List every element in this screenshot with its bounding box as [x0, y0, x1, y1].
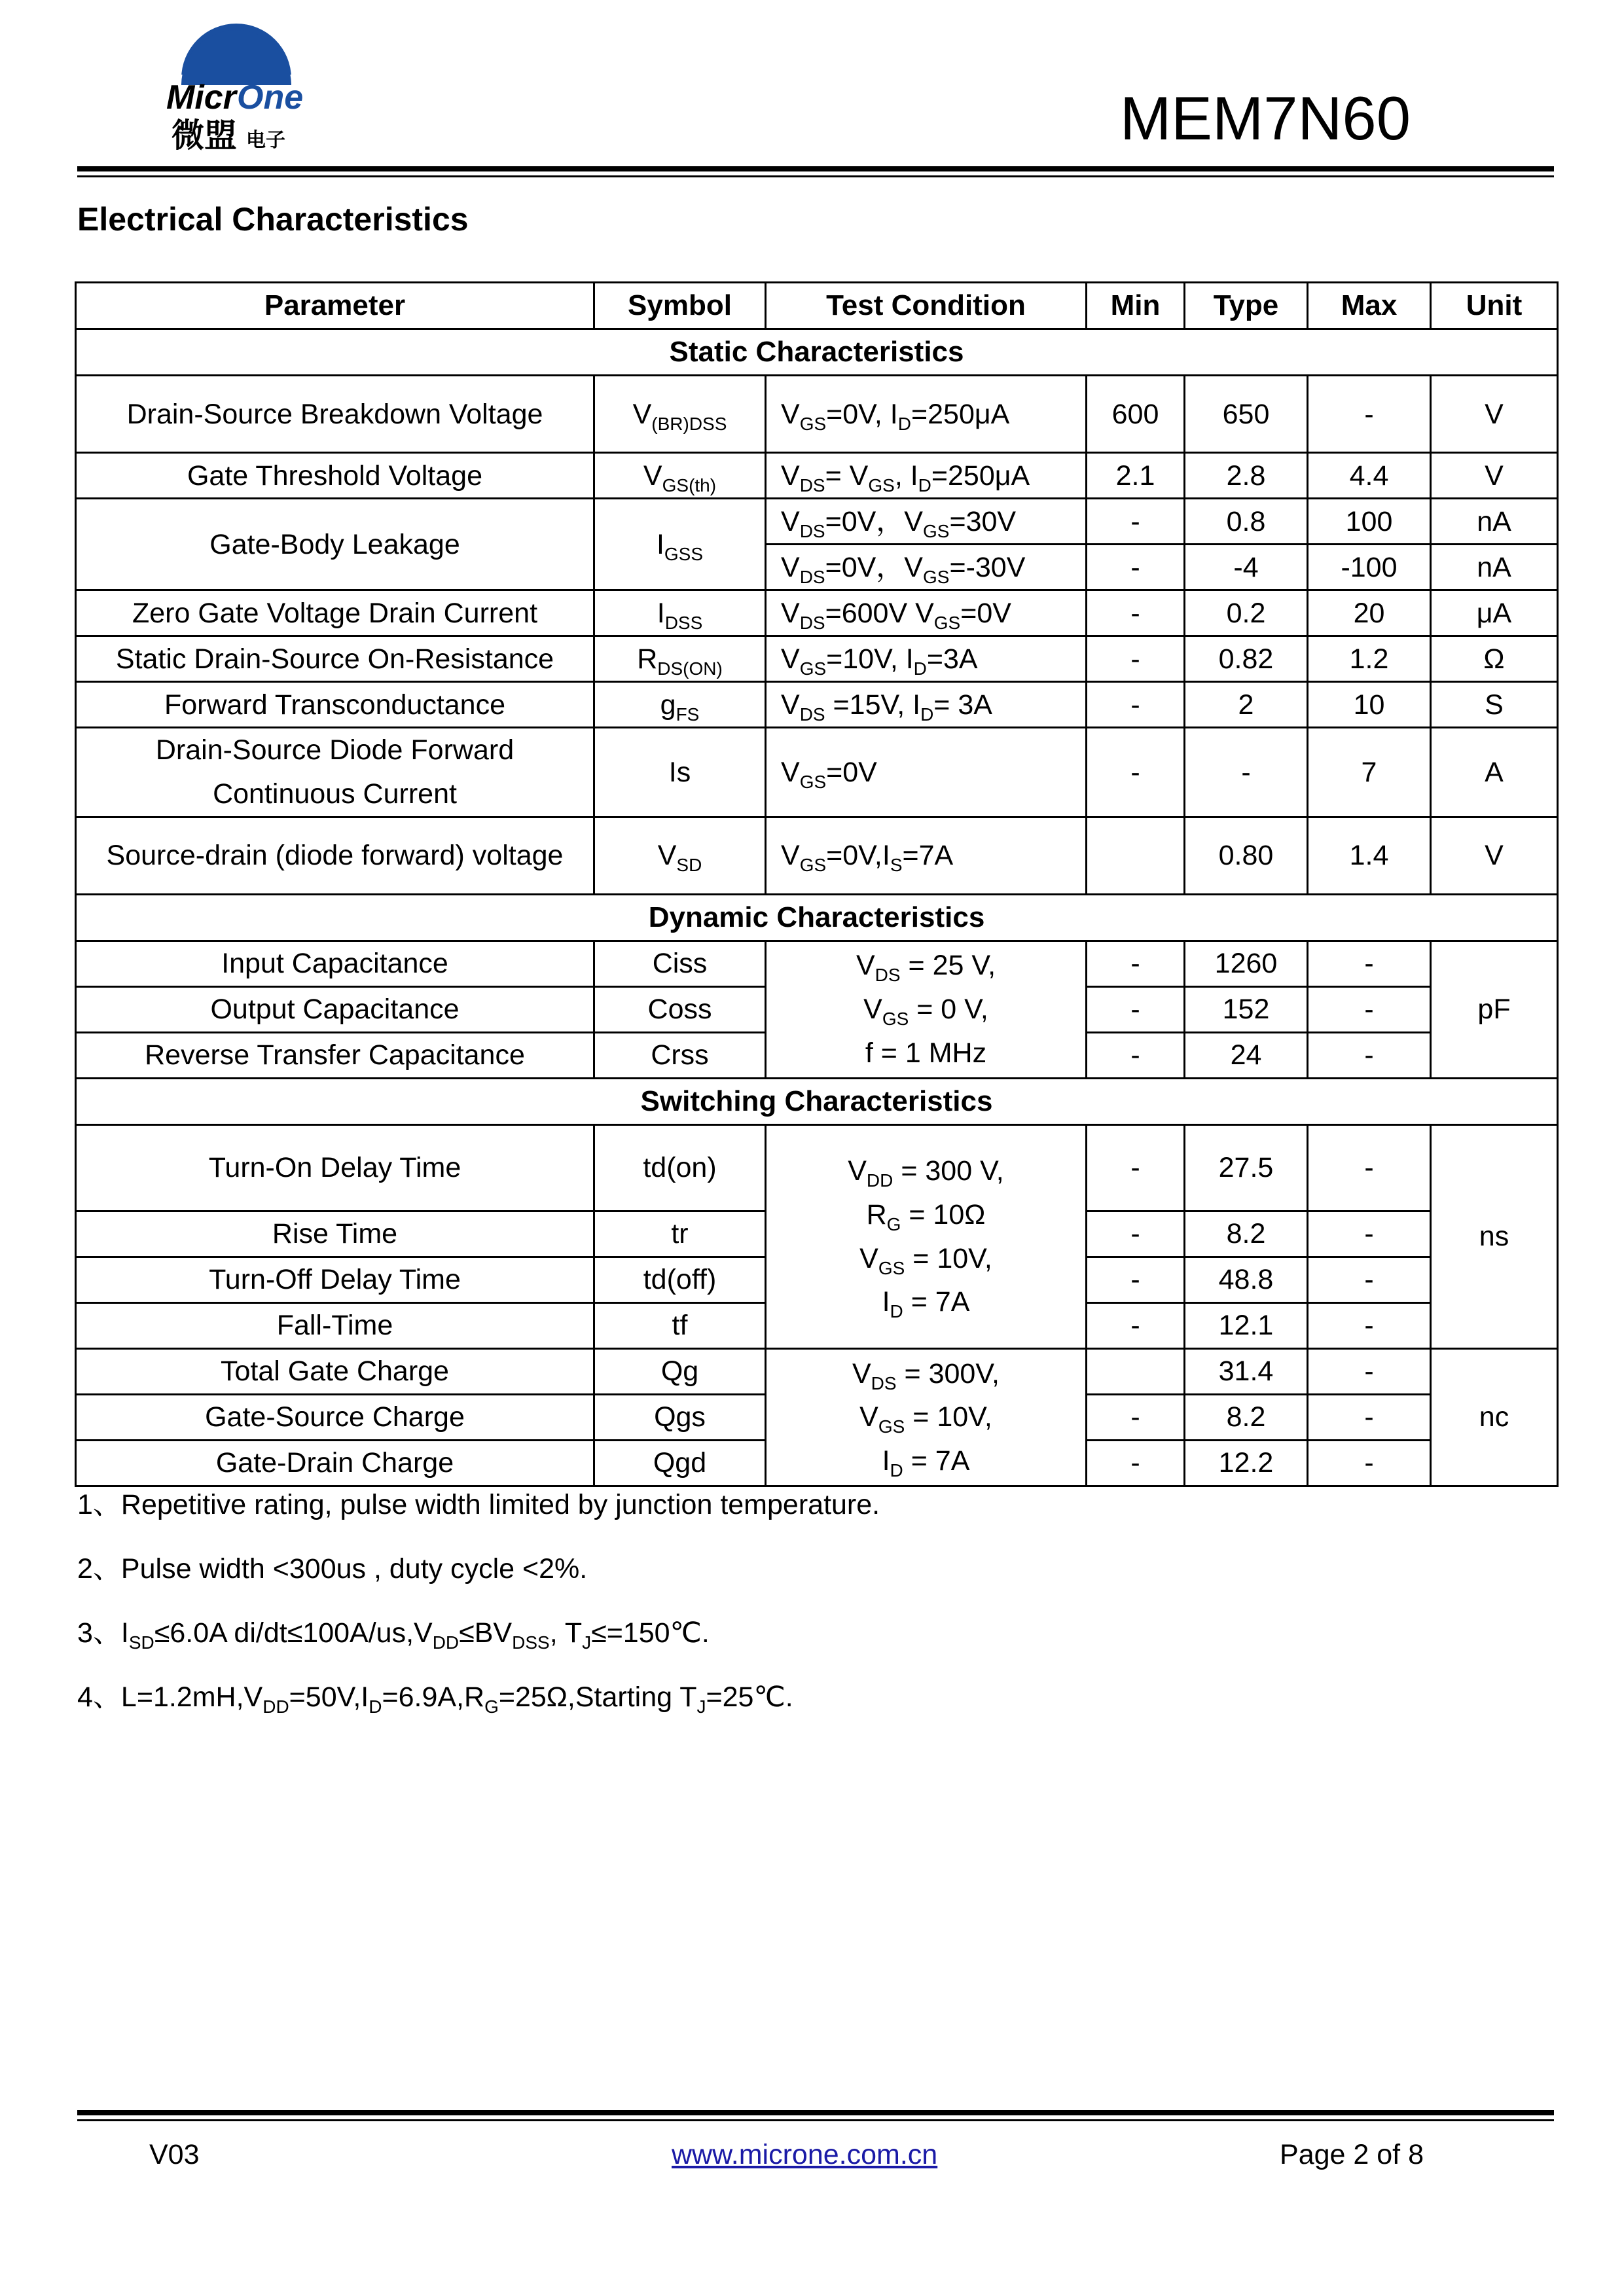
- param-cell: Fall-Time: [76, 1303, 594, 1349]
- unit-cell: ns: [1431, 1125, 1558, 1349]
- min-cell: -: [1087, 545, 1185, 590]
- header-rule-thin: [77, 175, 1554, 177]
- typ-cell: 31.4: [1185, 1349, 1308, 1395]
- max-cell: 1.2: [1308, 636, 1431, 682]
- condition-cell: $V_{DS} =15V$, $I_D= 3A$: [766, 682, 1087, 728]
- symbol-cell: $I_{GSS}$: [594, 499, 766, 590]
- max-cell: -: [1308, 1349, 1431, 1395]
- table-row: [76, 499, 1558, 545]
- typ-cell: 12.2: [1185, 1441, 1308, 1486]
- svg-text:电子: 电子: [246, 129, 285, 152]
- typ-cell: 24: [1185, 1032, 1308, 1078]
- col-header-test-condition: Test Condition: [766, 283, 1087, 329]
- symbol-cell: Qgd: [594, 1441, 766, 1486]
- section-switching: Switching Characteristics: [76, 1078, 1558, 1124]
- typ-cell: 8.2: [1185, 1395, 1308, 1441]
- max-cell: 20: [1308, 590, 1431, 636]
- min-cell: -: [1087, 1125, 1185, 1211]
- condition-cell: $V_{DS} = 300V$, $V_{GS} = 10V$, $I_D = 7A$: [766, 1349, 1087, 1486]
- table-row: [76, 590, 1558, 636]
- col-header-unit: Unit: [1431, 283, 1558, 329]
- symbol-cell: Qgs: [594, 1395, 766, 1441]
- electrical-characteristics-table: [75, 281, 1559, 1487]
- min-cell: -: [1087, 1257, 1185, 1303]
- unit-cell: nA: [1431, 545, 1558, 590]
- col-header-type: Type: [1185, 283, 1308, 329]
- max-cell: -: [1308, 986, 1431, 1032]
- condition-cell: $V_{GS}=0V$, $I_D=250\mu A$: [766, 376, 1087, 453]
- min-cell: -: [1087, 986, 1185, 1032]
- max-cell: 4.4: [1308, 453, 1431, 499]
- col-header-parameter: Parameter: [76, 283, 594, 329]
- unit-cell: V: [1431, 453, 1558, 499]
- min-cell: -: [1087, 590, 1185, 636]
- min-cell: -: [1087, 682, 1185, 728]
- symbol-cell: $g_{FS}$: [594, 682, 766, 728]
- condition-cell: $V_{DS} = 25$ V, $V_{GS} = 0$ V, f = 1 MHz: [766, 941, 1087, 1078]
- min-cell: [1087, 817, 1185, 894]
- svg-text:One: One: [237, 79, 304, 117]
- col-header-min: Min: [1087, 283, 1185, 329]
- condition-cell: $V_{DS}=0V$，$V_{GS}=30V$: [766, 499, 1087, 545]
- symbol-cell: td(off): [594, 1257, 766, 1303]
- symbol-cell: $V_{SD}$: [594, 817, 766, 894]
- max-cell: 10: [1308, 682, 1431, 728]
- table-row: [76, 1349, 1558, 1395]
- condition-cell: $V_{GS}=10V$, $I_D=3A$: [766, 636, 1087, 682]
- condition-cell: $V_{DS}=0V$，$V_{GS}=-30V$: [766, 545, 1087, 590]
- page-number: Page 2 of 8: [1280, 2139, 1424, 2170]
- param-line: Drain-Source Diode Forward: [155, 734, 514, 766]
- unit-cell: pF: [1431, 941, 1558, 1078]
- max-cell: -: [1308, 376, 1431, 453]
- condition-cell: $V_{DD} = 300$ V, $R_G = 10\Omega$ $V_{GS} = 10V$, $I_D = 7A$: [766, 1125, 1087, 1349]
- version-label: V03: [149, 2139, 200, 2170]
- table-row: [76, 817, 1558, 894]
- min-cell: -: [1087, 1441, 1185, 1486]
- param-cell: Turn-On Delay Time: [76, 1125, 594, 1211]
- min-cell: -: [1087, 499, 1185, 545]
- max-cell: -: [1308, 1257, 1431, 1303]
- condition-cell: $V_{DS}=600V$ $V_{GS}=0V$: [766, 590, 1087, 636]
- note-2: 2、Pulse width <300us , duty cycle <2%.: [77, 1553, 588, 1585]
- symbol-cell: tr: [594, 1211, 766, 1257]
- param-cell: Reverse Transfer Capacitance: [76, 1032, 594, 1078]
- symbol-cell: Ciss: [594, 941, 766, 986]
- typ-cell: 1260: [1185, 941, 1308, 986]
- unit-cell: nc: [1431, 1349, 1558, 1486]
- param-cell: Drain-Source Breakdown Voltage: [76, 376, 594, 453]
- min-cell: -: [1087, 1395, 1185, 1441]
- unit-cell: V: [1431, 376, 1558, 453]
- param-cell: Turn-Off Delay Time: [76, 1257, 594, 1303]
- param-cell: Input Capacitance: [76, 941, 594, 986]
- symbol-cell: tf: [594, 1303, 766, 1349]
- max-cell: -: [1308, 1032, 1431, 1078]
- table-row: [76, 941, 1558, 986]
- typ-cell: -: [1185, 728, 1308, 817]
- unit-cell: V: [1431, 817, 1558, 894]
- max-cell: -: [1308, 1303, 1431, 1349]
- symbol-cell: Crss: [594, 1032, 766, 1078]
- param-cell: Gate-Body Leakage: [76, 499, 594, 590]
- min-cell: 600: [1087, 376, 1185, 453]
- note-1: 1、Repetitive rating, pulse width limited by junction temperature.: [77, 1489, 880, 1520]
- typ-cell: 0.8: [1185, 499, 1308, 545]
- typ-cell: 27.5: [1185, 1125, 1308, 1211]
- note-4: 4、$L=1.2mH,V_{DD}=50V,I_D=6.9A,R_G=25\Omega,Starting$ $T_J=25℃$.: [77, 1681, 793, 1717]
- param-cell: Rise Time: [76, 1211, 594, 1257]
- table-row: [76, 682, 1558, 728]
- param-cell: Total Gate Charge: [76, 1349, 594, 1395]
- symbol-cell: Coss: [594, 986, 766, 1032]
- param-cell: Output Capacitance: [76, 986, 594, 1032]
- param-cell: Gate-Source Charge: [76, 1395, 594, 1441]
- param-cell: [76, 728, 594, 817]
- footer-rule: [77, 2110, 1554, 2115]
- param-cell: Gate-Drain Charge: [76, 1441, 594, 1486]
- symbol-cell: $V_{GS(th)}$: [594, 453, 766, 499]
- condition-cell: $V_{DS}= V_{GS}$, $I_D=250\mu A$: [766, 453, 1087, 499]
- param-cell: Forward Transconductance: [76, 682, 594, 728]
- condition-cell: $V_{GS}=0V,I_S=7A$: [766, 817, 1087, 894]
- section-static: Static Characteristics: [76, 329, 1558, 376]
- table-row: [76, 636, 1558, 682]
- min-cell: -: [1087, 941, 1185, 986]
- max-cell: 100: [1308, 499, 1431, 545]
- unit-cell: S: [1431, 682, 1558, 728]
- param-cell: Zero Gate Voltage Drain Current: [76, 590, 594, 636]
- symbol-cell: $I_{DSS}$: [594, 590, 766, 636]
- max-cell: -: [1308, 1211, 1431, 1257]
- symbol-cell: $R_{DS(ON)}$: [594, 636, 766, 682]
- max-cell: -: [1308, 1395, 1431, 1441]
- footer-rule-thin: [77, 2119, 1554, 2121]
- unit-cell: μA: [1431, 590, 1558, 636]
- table-row: [76, 1125, 1558, 1211]
- typ-cell: 650: [1185, 376, 1308, 453]
- typ-cell: 2: [1185, 682, 1308, 728]
- max-cell: -100: [1308, 545, 1431, 590]
- min-cell: [1087, 1349, 1185, 1395]
- condition-cell: $V_{GS}=0V$: [766, 728, 1087, 817]
- website-link[interactable]: www.microne.com.cn: [672, 2139, 938, 2170]
- typ-cell: 0.2: [1185, 590, 1308, 636]
- typ-cell: 152: [1185, 986, 1308, 1032]
- company-logo: [160, 22, 310, 153]
- part-number-title: MEM7N60: [1119, 84, 1411, 152]
- table-row: [76, 453, 1558, 499]
- typ-cell: 12.1: [1185, 1303, 1308, 1349]
- param-cell: Gate Threshold Voltage: [76, 453, 594, 499]
- max-cell: 7: [1308, 728, 1431, 817]
- min-cell: -: [1087, 1211, 1185, 1257]
- symbol-cell: Qg: [594, 1349, 766, 1395]
- unit-cell: nA: [1431, 499, 1558, 545]
- typ-cell: 2.8: [1185, 453, 1308, 499]
- param-line: Continuous Current: [213, 778, 457, 810]
- col-header-symbol: Symbol: [594, 283, 766, 329]
- min-cell: -: [1087, 728, 1185, 817]
- min-cell: -: [1087, 636, 1185, 682]
- symbol-cell: Is: [594, 728, 766, 817]
- symbol-cell: $V_{(BR)DSS}$: [594, 376, 766, 453]
- min-cell: -: [1087, 1032, 1185, 1078]
- unit-cell: Ω: [1431, 636, 1558, 682]
- max-cell: -: [1308, 1441, 1431, 1486]
- section-title: Electrical Characteristics: [77, 201, 469, 238]
- condition-line: f = 1 MHz: [865, 1037, 987, 1069]
- section-dynamic: Dynamic Characteristics: [76, 894, 1558, 941]
- svg-text:微盟: 微盟: [171, 117, 237, 153]
- typ-cell: 0.82: [1185, 636, 1308, 682]
- typ-cell: 48.8: [1185, 1257, 1308, 1303]
- notes: [77, 1482, 880, 1739]
- max-cell: 1.4: [1308, 817, 1431, 894]
- min-cell: -: [1087, 1303, 1185, 1349]
- table-header-row: [76, 283, 1558, 329]
- typ-cell: 8.2: [1185, 1211, 1308, 1257]
- param-cell: Source-drain (diode forward) voltage: [76, 817, 594, 894]
- typ-cell: 0.80: [1185, 817, 1308, 894]
- typ-cell: -4: [1185, 545, 1308, 590]
- note-3: 3、$I_{SD}\le 6.0A$ $di/dt\le 100A/us,V_{DD}\le BV_{DSS}$, $T_J\le=150℃$.: [77, 1617, 710, 1653]
- symbol-cell: td(on): [594, 1125, 766, 1211]
- param-cell: Static Drain-Source On-Resistance: [76, 636, 594, 682]
- header-rule: [77, 166, 1554, 171]
- table-row: [76, 376, 1558, 453]
- max-cell: -: [1308, 941, 1431, 986]
- max-cell: -: [1308, 1125, 1431, 1211]
- svg-text:Micr: Micr: [166, 79, 236, 117]
- table-row: [76, 728, 1558, 817]
- unit-cell: A: [1431, 728, 1558, 817]
- min-cell: 2.1: [1087, 453, 1185, 499]
- col-header-max: Max: [1308, 283, 1431, 329]
